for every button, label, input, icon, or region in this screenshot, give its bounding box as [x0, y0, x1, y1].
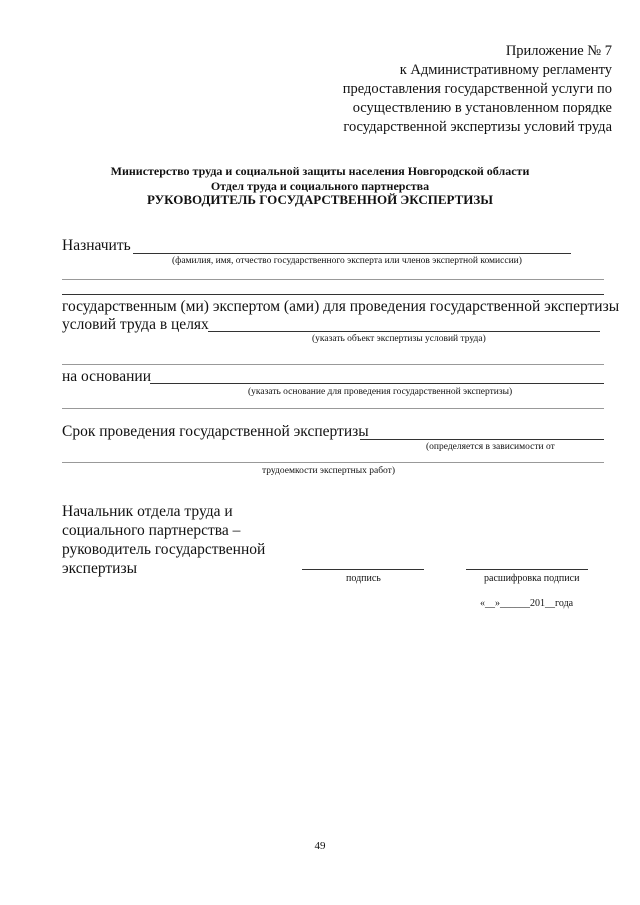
appendix-line: государственной экспертизы условий труда: [343, 119, 612, 135]
purpose-fill-line-2[interactable]: [62, 364, 604, 365]
appendix-line: Приложение № 7: [505, 43, 612, 59]
purpose-fill-line[interactable]: [208, 331, 600, 332]
appoint-label: Назначить: [62, 237, 131, 254]
basis-fill-line[interactable]: [150, 383, 604, 384]
date-field[interactable]: «__»______201__года: [480, 598, 574, 609]
signatory-line: руководитель государственной: [62, 541, 266, 558]
basis-fill-line-2[interactable]: [62, 408, 604, 409]
ministry-name: Министерство труда и социальной защиты населения Новгородской области: [110, 164, 530, 178]
expert-text: государственным (ми) экспертом (ами) для проведения государственной экспертизы: [62, 298, 620, 315]
signature-caption: подпись: [346, 573, 381, 584]
basis-label: на основании: [62, 368, 151, 385]
signature-line[interactable]: [302, 569, 424, 570]
purpose-hint: (указать объект экспертизы условий труда): [312, 334, 486, 344]
page-number: 49: [314, 840, 326, 852]
signatory-line: Начальник отдела труда и: [62, 503, 233, 520]
term-hint-2: трудоемкости экспертных работ): [262, 466, 395, 476]
term-label: Срок проведения государственной экспертизы: [62, 423, 369, 440]
appendix-line: к Административному регламенту: [399, 62, 612, 78]
appoint-hint: (фамилия, имя, отчество государственного эксперта или членов экспертной комиссии): [172, 256, 522, 266]
appoint-fill-line-2[interactable]: [62, 279, 604, 280]
signature-decode-line[interactable]: [466, 569, 588, 570]
term-fill-line[interactable]: [360, 439, 604, 440]
signatory-line: экспертизы: [62, 560, 138, 577]
appendix-block: [343, 42, 612, 137]
appoint-fill-line[interactable]: [133, 253, 571, 254]
signatory-title: [62, 502, 265, 578]
department-name: Отдел труда и социального партнерства: [210, 179, 430, 193]
signatory-line: социального партнерства –: [62, 522, 241, 539]
appendix-line: осуществлению в установленном порядке: [352, 100, 612, 116]
purpose-label: условий труда в целях: [62, 316, 209, 333]
term-fill-line-2[interactable]: [62, 462, 604, 463]
appendix-line: предоставления государственной услуги по: [342, 81, 612, 97]
term-hint-1: (определяется в зависимости от: [426, 442, 555, 452]
appoint-fill-line-3[interactable]: [62, 294, 604, 295]
basis-hint: (указать основание для проведения государственной экспертизы): [248, 387, 513, 397]
document-title: РУКОВОДИТЕЛЬ ГОСУДАРСТВЕННОЙ ЭКСПЕРТИЗЫ: [146, 192, 494, 207]
decode-caption: расшифровка подписи: [484, 573, 580, 584]
